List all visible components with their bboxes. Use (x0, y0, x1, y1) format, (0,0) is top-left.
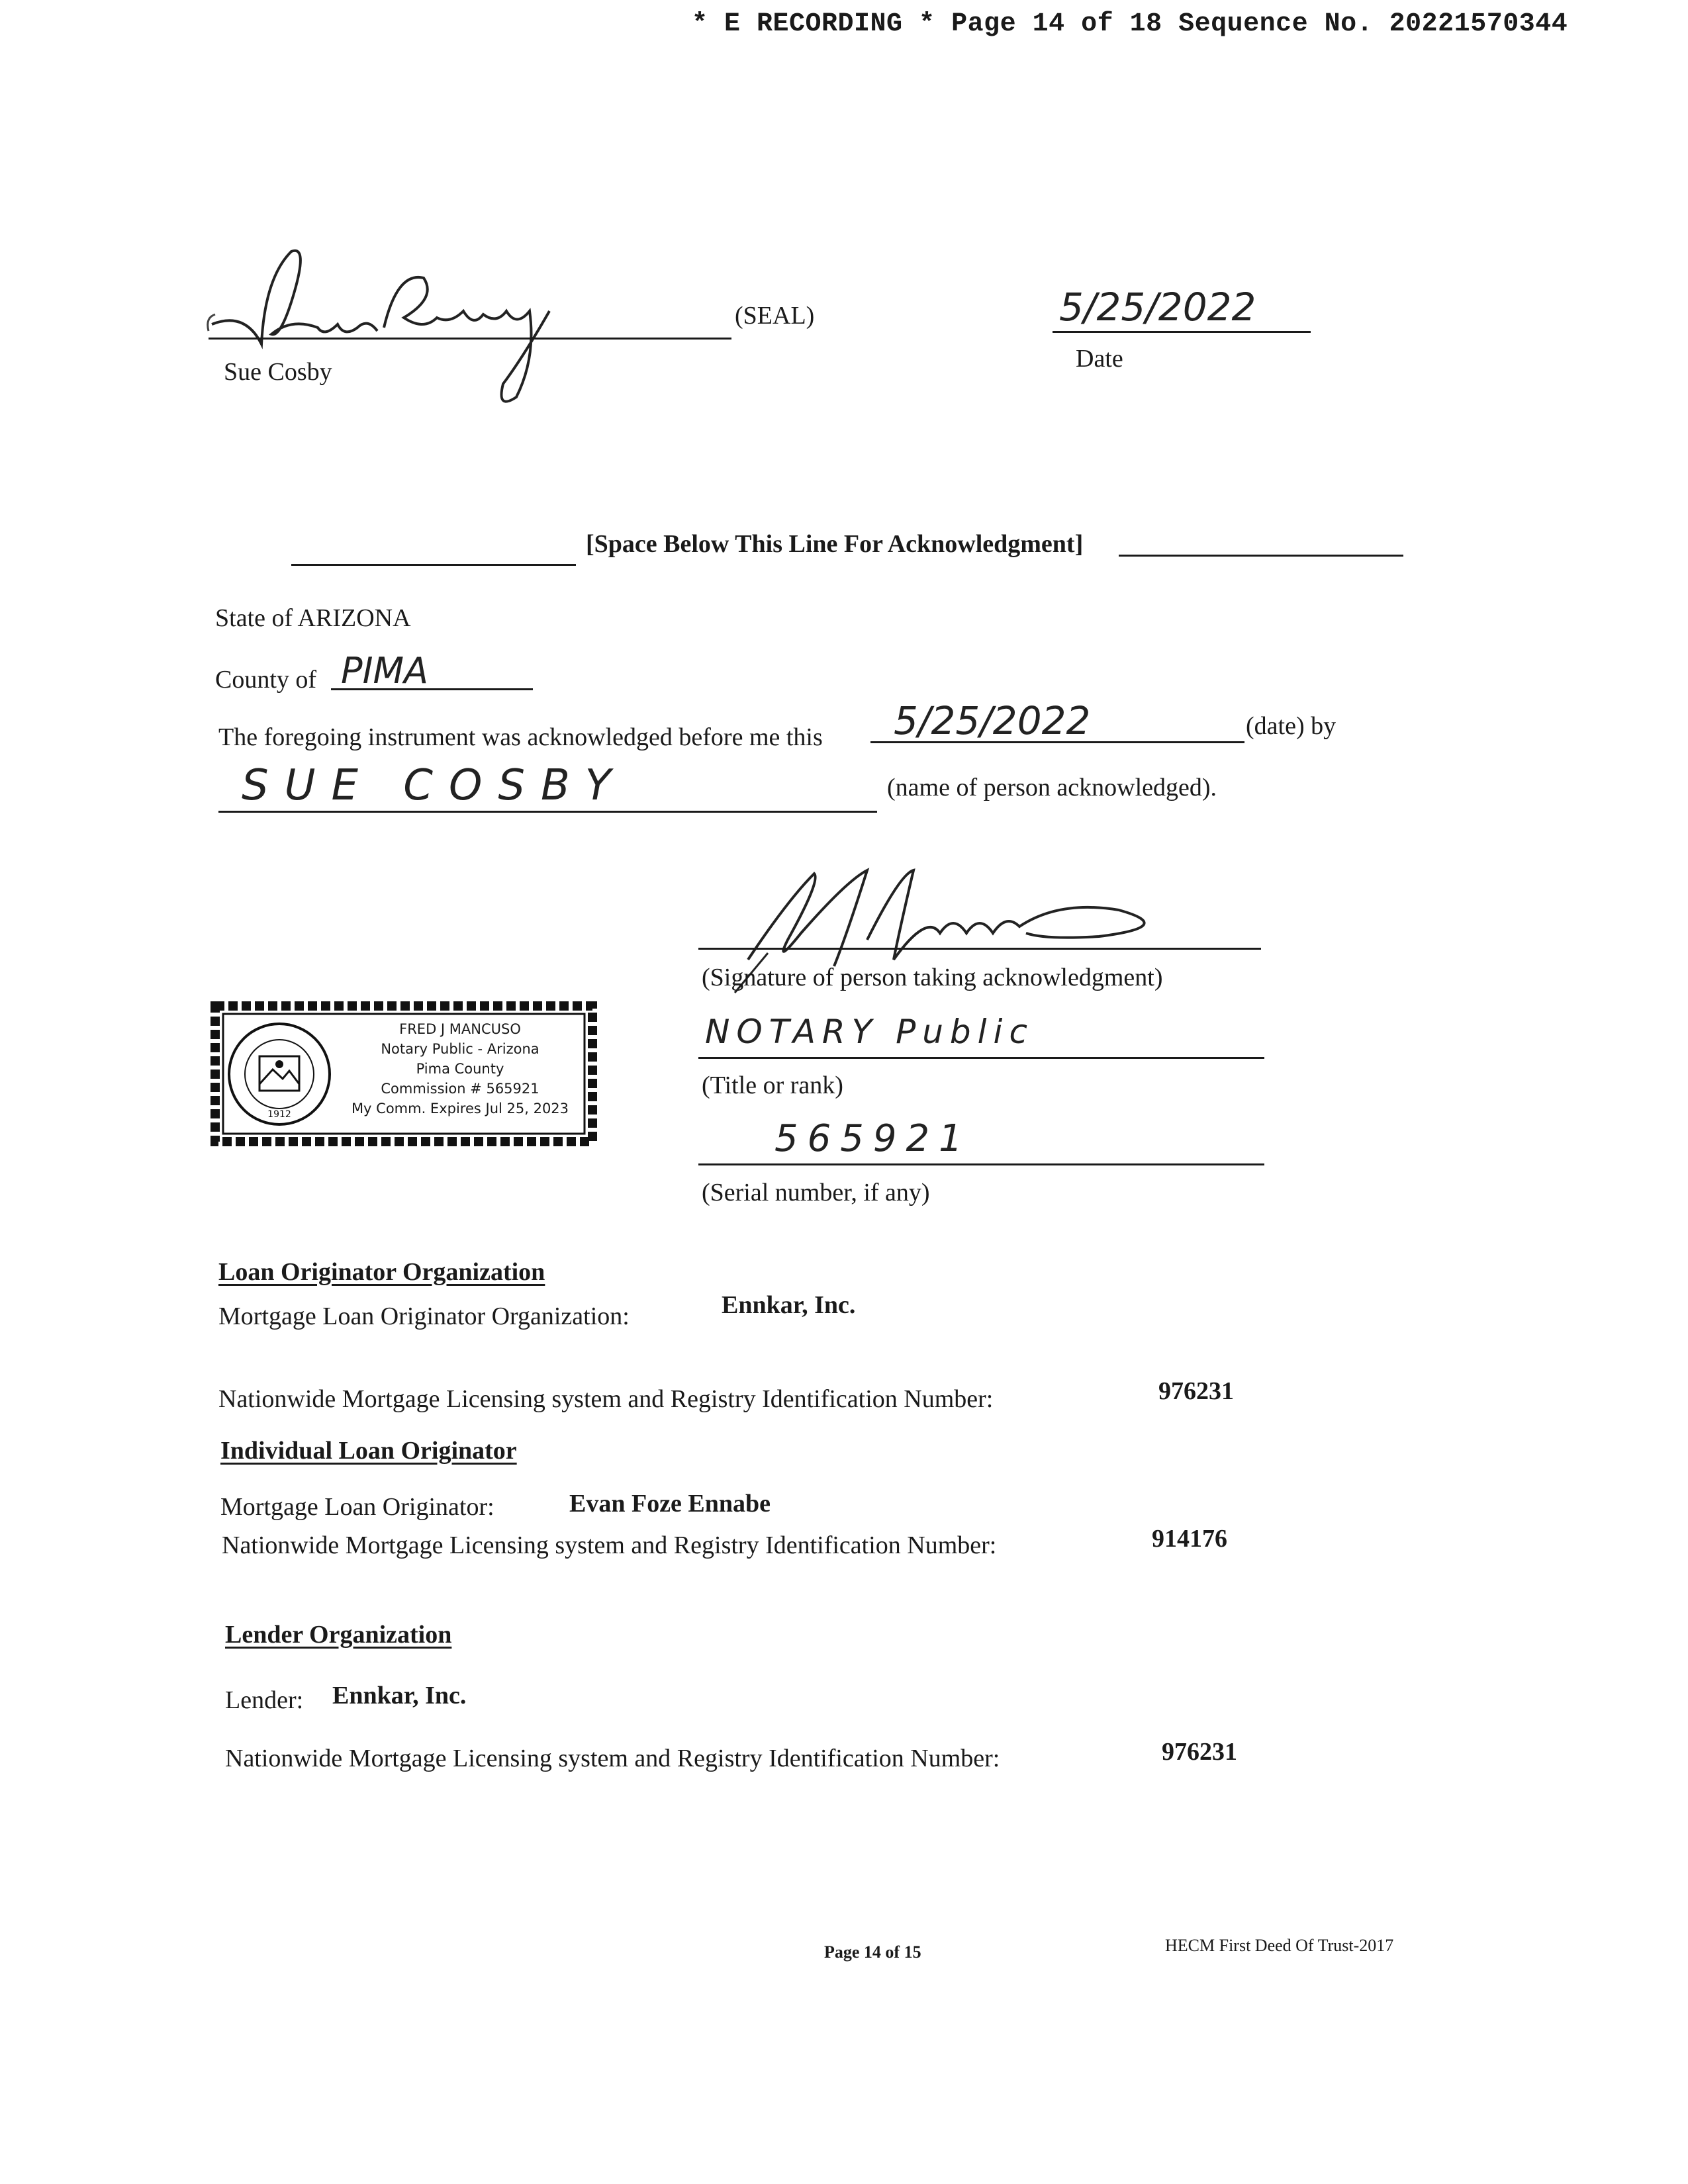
county-label: County of (215, 666, 317, 694)
ack-date-line (870, 741, 1244, 743)
lender-nmls-number: 976231 (1162, 1738, 1237, 1766)
originator-org-label: Mortgage Loan Originator Organization: (218, 1302, 630, 1330)
originator-org-name: Ennkar, Inc. (722, 1291, 856, 1319)
serial-handwritten: 565921 (774, 1117, 972, 1160)
footer-page-label: Page 14 of 15 (824, 1942, 921, 1962)
notary-signature-line (698, 948, 1261, 950)
person-label: (name of person acknowledged). (887, 774, 1217, 801)
signature-label: (Signature of person taking acknowledgment) (702, 964, 1163, 991)
person-handwritten: SUE COSBY (242, 761, 627, 810)
title-label: (Title or rank) (702, 1071, 843, 1099)
serial-line (698, 1163, 1264, 1165)
ack-divider-left (291, 564, 576, 566)
date-by-label: (date) by (1246, 712, 1336, 740)
recording-header: * E RECORDING * Page 14 of 18 Sequence No. 20221570344 (692, 9, 1568, 39)
lender-org-heading: Lender Organization (225, 1621, 452, 1649)
arizona-seal-icon (223, 1018, 336, 1130)
originator-label: Mortgage Loan Originator: (220, 1493, 494, 1521)
originator-name: Evan Foze Ennabe (569, 1490, 771, 1518)
stamp-line-5: My Comm. Expires Jul 25, 2023 (351, 1101, 569, 1116)
ack-divider-text: [Space Below This Line For Acknowledgment] (586, 530, 1084, 558)
notary-stamp (209, 999, 599, 1148)
serial-label: (Serial number, if any) (702, 1179, 930, 1206)
seal-label: (SEAL) (735, 302, 815, 330)
ack-divider-right (1119, 555, 1403, 557)
foregoing-text: The foregoing instrument was acknowledged before me this (218, 723, 823, 751)
stamp-line-4: Commission # 565921 (381, 1081, 539, 1097)
borrower-name: Sue Cosby (224, 358, 332, 386)
county-handwritten: PIMA (341, 650, 429, 692)
lender-name: Ennkar, Inc. (332, 1682, 467, 1709)
loan-originator-org-heading: Loan Originator Organization (218, 1258, 545, 1286)
footer-form-name: HECM First Deed Of Trust-2017 (1165, 1936, 1394, 1955)
lender-nmls-label: Nationwide Mortgage Licensing system and Registry Identification Number: (225, 1745, 1000, 1772)
stamp-line-1: FRED J MANCUSO (399, 1021, 521, 1037)
title-handwritten: NOTARY Public (705, 1013, 1034, 1051)
county-line (331, 688, 533, 690)
individual-originator-heading: Individual Loan Originator (220, 1437, 517, 1465)
stamp-line-2: Notary Public - Arizona (381, 1041, 539, 1057)
ack-date-handwritten: 5/25/2022 (894, 698, 1091, 743)
originator-org-nmls-number: 976231 (1158, 1377, 1234, 1405)
date-label: Date (1076, 345, 1123, 373)
title-line (698, 1057, 1264, 1059)
person-line (218, 811, 877, 813)
seal-year: 1912 (267, 1109, 291, 1120)
originator-nmls-label: Nationwide Mortgage Licensing system and Registry Identification Number: (222, 1531, 997, 1559)
originator-org-nmls-label: Nationwide Mortgage Licensing system and Registry Identification Number: (218, 1385, 994, 1413)
borrower-date-handwritten: 5/25/2022 (1059, 285, 1256, 330)
originator-nmls-number: 914176 (1152, 1525, 1227, 1553)
state-line: State of ARIZONA (215, 604, 411, 632)
borrower-signature-line (209, 338, 731, 340)
lender-label: Lender: (225, 1686, 304, 1714)
borrower-date-line (1053, 331, 1311, 333)
stamp-line-3: Pima County (416, 1061, 504, 1077)
